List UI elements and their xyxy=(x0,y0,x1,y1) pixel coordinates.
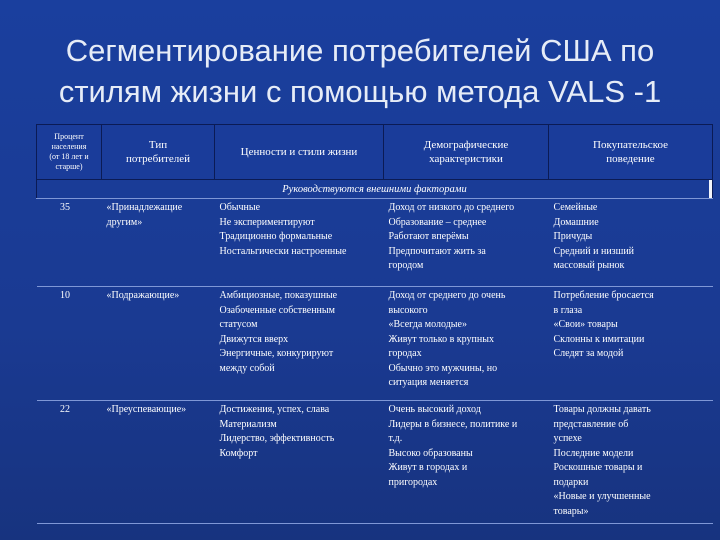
text-line: успехе xyxy=(553,433,582,444)
text-line: Процент xyxy=(54,132,84,141)
text-line: в глаза xyxy=(553,304,583,316)
buying-behavior-cell xyxy=(549,401,713,524)
text-line: Движутся вверх xyxy=(219,333,289,345)
header-values-lifestyle xyxy=(215,125,384,180)
slide-title xyxy=(20,30,700,112)
text-line: Предпочитают жить за xyxy=(388,245,486,257)
buying-behavior-cell xyxy=(549,287,713,401)
header-demographics xyxy=(384,125,549,180)
text-line: «Свои» товары xyxy=(553,319,618,330)
demographics-cell xyxy=(384,401,549,524)
text-line: Работают вперёмы xyxy=(388,231,469,242)
text-line: Тип xyxy=(148,139,168,151)
text-line: Потребление бросается xyxy=(553,290,654,301)
text-line: Не экспериментируют xyxy=(219,216,315,228)
text-line: Средний и низший xyxy=(553,245,635,257)
text-line: Материализм xyxy=(219,418,277,430)
text-line: Роскошные товары и xyxy=(553,462,643,473)
consumer-type-cell xyxy=(102,287,215,401)
text-line: Покупательское xyxy=(593,139,668,151)
section-label: Руководствуются внешними факторами xyxy=(37,180,713,199)
text-line: массовый рынок xyxy=(553,260,625,271)
text-line: высокого xyxy=(388,304,428,316)
demographics-cell xyxy=(384,199,549,287)
text-line: представление об xyxy=(553,418,629,430)
text-line: Живут только в крупных xyxy=(388,333,494,345)
header-buying-behavior xyxy=(549,125,713,180)
text-line: «Подражающие» xyxy=(106,290,180,301)
table-row-segment-belongers xyxy=(37,199,713,287)
text-line: статусом xyxy=(219,319,258,330)
text-line: другим» xyxy=(106,216,143,228)
text-line: «Принадлежащие xyxy=(106,202,183,213)
demographics-cell xyxy=(384,287,549,401)
text-line: Образование – среднее xyxy=(388,216,487,228)
text-line: ситуация меняется xyxy=(388,377,469,388)
text-line: Следят за модой xyxy=(553,348,624,359)
text-line: Последние модели xyxy=(553,447,634,459)
text-line: Энергичные, конкурируют xyxy=(219,348,334,359)
text-line: потребителей xyxy=(126,153,190,165)
text-line: Причуды xyxy=(553,231,593,242)
percent-cell: 22 xyxy=(37,401,102,524)
text-line: «Новые и улучшенные xyxy=(553,491,651,502)
text-line: Обычно это мужчины, но xyxy=(388,362,498,374)
text-line: Доход от среднего до очень xyxy=(388,290,506,301)
text-line: Обычные xyxy=(219,202,261,213)
table-body xyxy=(37,199,713,524)
vals-table-container xyxy=(36,124,712,524)
text-line: Лидеры в бизнесе, политике и xyxy=(388,418,518,430)
text-line: городом xyxy=(388,260,424,271)
percent-cell: 35 xyxy=(37,199,102,287)
header-percent xyxy=(37,125,102,180)
buying-behavior-cell xyxy=(549,199,713,287)
vals-table xyxy=(36,124,713,524)
text-line: Амбициозные, показушные xyxy=(219,290,338,301)
text-line: городах xyxy=(388,348,422,359)
section-row xyxy=(37,180,713,199)
header-consumer-type xyxy=(102,125,215,180)
text-line: (от 18 лет и xyxy=(49,152,89,161)
text-line: Товары должны давать xyxy=(553,404,651,415)
text-line: поведение xyxy=(606,153,655,165)
text-line: товары» xyxy=(553,505,589,517)
text-line: Семейные xyxy=(553,202,598,213)
text-line: населения xyxy=(51,142,87,151)
text-line: между собой xyxy=(219,362,275,374)
consumer-type-cell xyxy=(102,401,215,524)
text-line: Высоко образованы xyxy=(388,447,473,459)
text-line: т.д. xyxy=(388,433,403,444)
title-line-1: Сегментирование потребителей США по xyxy=(65,33,655,68)
title-line-2: стилям жизни с помощью метода VALS -1 xyxy=(58,74,662,109)
values-cell xyxy=(215,287,384,401)
text-line: Озабоченные собственным xyxy=(219,304,335,316)
text-line: характеристики xyxy=(429,153,503,165)
values-cell xyxy=(215,199,384,287)
text-line: старше) xyxy=(55,162,83,171)
text-line: Комфорт xyxy=(219,447,258,459)
values-cell xyxy=(215,401,384,524)
text-line: Живут в городах и xyxy=(388,462,468,473)
text-line: подарки xyxy=(553,476,589,488)
text-line: Домашние xyxy=(553,216,599,228)
table-row-segment-emulators xyxy=(37,287,713,401)
text-line: Ностальгически настроенные xyxy=(219,245,347,257)
consumer-type-cell xyxy=(102,199,215,287)
text-line: Традиционно формальные xyxy=(219,231,333,242)
text-line: Достижения, успех, слава xyxy=(219,404,330,415)
header-row xyxy=(37,125,713,180)
percent-cell: 10 xyxy=(37,287,102,401)
text-line: «Всегда молодые» xyxy=(388,319,467,330)
text-line: «Преуспевающие» xyxy=(106,404,187,415)
text-line: Доход от низкого до среднего xyxy=(388,202,515,213)
table-row-segment-achievers xyxy=(37,401,713,524)
text-line: Ценности и стили жизни xyxy=(240,146,358,158)
text-line: Склонны к имитации xyxy=(553,333,645,345)
text-line: Очень высокий доход xyxy=(388,404,481,415)
text-line: Демографические xyxy=(423,139,509,151)
text-line: пригородах xyxy=(388,476,438,488)
text-line: Лидерство, эффективность xyxy=(219,433,335,444)
